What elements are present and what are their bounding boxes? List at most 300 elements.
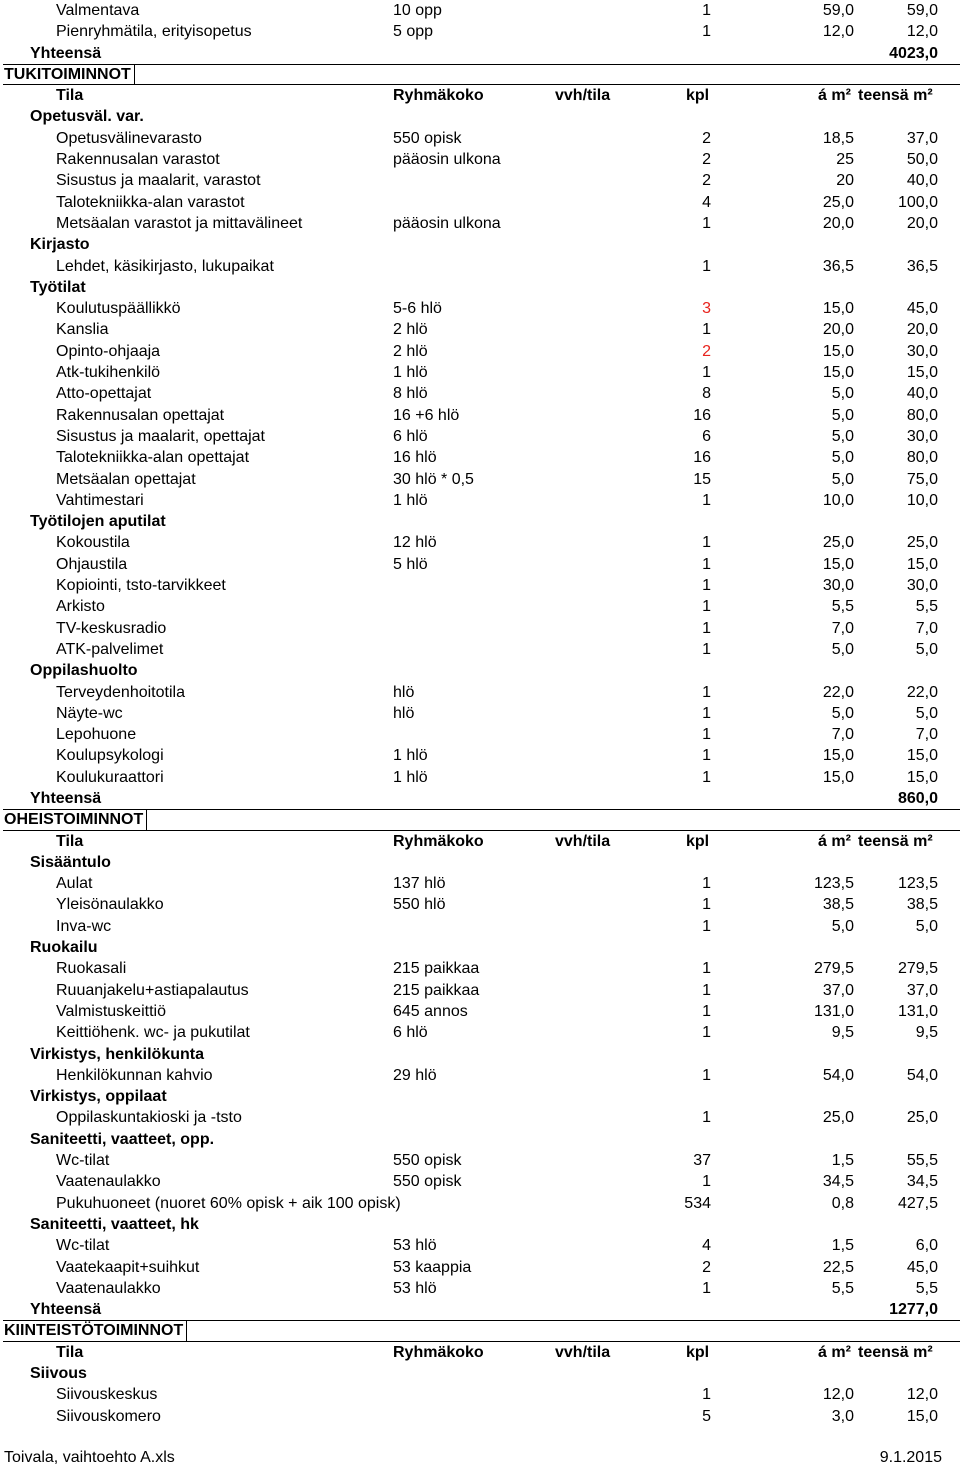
count-cell: 16: [693, 406, 711, 424]
unit-area-cell: 279,5: [813, 960, 854, 978]
total-area-cell: 15,0: [906, 1407, 938, 1425]
room-name-cell: Metsäalan varastot ja mittavälineet: [56, 214, 303, 232]
column-header-row: [0, 85, 960, 106]
count-cell: 1: [702, 2, 711, 19]
count-cell: 1: [702, 1024, 711, 1042]
table-row: [0, 426, 960, 447]
room-name-cell: Virkistys, oppilaat: [30, 1088, 167, 1106]
count-cell: 1: [702, 917, 711, 935]
group-size-cell: 550 hlö: [393, 896, 446, 914]
room-name-cell: Saniteetti, vaatteet, hk: [30, 1215, 199, 1233]
total-area-cell: 20,0: [906, 321, 938, 339]
table-row: [0, 532, 960, 553]
room-name-cell: Näyte-wc: [56, 704, 123, 722]
room-name-cell: Ruokailu: [30, 939, 98, 957]
footer-date: 9.1.2015: [879, 1449, 942, 1466]
count-cell: 15: [693, 470, 711, 488]
group-header-row: [0, 1044, 960, 1065]
table-row: [0, 362, 960, 383]
group-size-cell: 2 hlö: [393, 342, 428, 360]
count-cell: 1: [702, 747, 711, 765]
table-row: [0, 1001, 960, 1022]
total-area-cell: 45,0: [906, 300, 938, 318]
room-name-cell: Siivous: [30, 1365, 87, 1382]
room-name-cell: Pienryhmätila, erityisopetus: [56, 23, 252, 41]
total-area-cell: 25,0: [906, 534, 938, 552]
total-area-cell: 54,0: [906, 1066, 938, 1084]
room-name-cell: Keittiöhenk. wc- ja pukutilat: [56, 1024, 250, 1042]
total-area-cell: 12,0: [906, 23, 938, 41]
table-row: [0, 596, 960, 617]
unit-area-cell: 20,0: [822, 214, 854, 232]
room-name-cell: Virkistys, henkilökunta: [30, 1045, 204, 1063]
count-cell: 1: [702, 896, 711, 914]
table-row: [0, 319, 960, 340]
footer-filename: Toivala, vaihtoehto A.xls: [4, 1449, 175, 1466]
count-cell: 1: [702, 491, 711, 509]
table-row: [0, 21, 960, 42]
room-name-cell: Atk-tukihenkilö: [56, 364, 161, 382]
total-area-cell: teensä m²: [858, 1343, 933, 1361]
group-size-cell: hlö: [393, 704, 415, 722]
count-cell: 2: [702, 1258, 711, 1276]
unit-area-cell: 1,5: [831, 1152, 854, 1170]
room-name-cell: Siivouskeskus: [56, 1386, 158, 1404]
table-row: [0, 1065, 960, 1086]
total-area-cell: 38,5: [906, 896, 938, 914]
count-cell: 1: [702, 555, 711, 573]
table-row: [0, 724, 960, 745]
total-area-cell: 34,5: [906, 1173, 938, 1191]
room-name-cell: Tila: [56, 1343, 84, 1361]
room-name-cell: Yhteensä: [30, 44, 102, 62]
group-size-cell: 6 hlö: [393, 427, 428, 445]
unit-area-cell: 10,0: [822, 491, 854, 509]
table-row: [0, 213, 960, 234]
hours-per-room-cell: vvh/tila: [555, 87, 611, 105]
room-name-cell: Sisustus ja maalarit, opettajat: [56, 427, 265, 445]
total-area-cell: 80,0: [906, 406, 938, 424]
group-size-cell: 53 kaappia: [393, 1258, 472, 1276]
table-row: [0, 980, 960, 1001]
count-cell: 2: [702, 342, 711, 360]
unit-area-cell: 12,0: [822, 1386, 854, 1404]
group-size-cell: 29 hlö: [393, 1066, 437, 1084]
group-size-cell: 5 hlö: [393, 555, 428, 573]
table-row: [0, 469, 960, 490]
room-name-cell: Yleisönaulakko: [56, 896, 164, 914]
room-name-cell: Atto-opettajat: [56, 385, 152, 403]
unit-area-cell: 5,0: [831, 406, 854, 424]
count-cell: 1: [702, 257, 711, 275]
group-size-cell: 550 opisk: [393, 129, 462, 147]
count-cell: 1: [702, 960, 711, 978]
unit-area-cell: á m²: [818, 832, 851, 850]
hours-per-room-cell: vvh/tila: [555, 832, 611, 850]
group-header-row: [0, 1129, 960, 1150]
group-header-row: [0, 277, 960, 298]
table-row: [0, 1235, 960, 1256]
total-area-cell: teensä m²: [858, 832, 933, 850]
unit-area-cell: 25,0: [822, 1109, 854, 1127]
table-row: [0, 703, 960, 724]
unit-area-cell: 5,5: [831, 598, 854, 616]
unit-area-cell: 15,0: [822, 364, 854, 382]
room-name-cell: Wc-tilat: [56, 1237, 110, 1255]
total-area-cell: 25,0: [906, 1109, 938, 1127]
room-name-cell: Opetusväl. var.: [30, 108, 144, 126]
total-area-cell: 100,0: [897, 193, 938, 211]
unit-area-cell: 5,0: [831, 449, 854, 467]
group-header-row: [0, 660, 960, 681]
table-row: [0, 149, 960, 170]
total-area-cell: 860,0: [897, 789, 938, 807]
count-cell: 4: [702, 1237, 711, 1255]
total-area-cell: 37,0: [906, 981, 938, 999]
unit-area-cell: 15,0: [822, 768, 854, 786]
total-area-cell: 1277,0: [889, 1301, 938, 1319]
group-size-cell: 550 opisk: [393, 1173, 462, 1191]
count-cell: 8: [702, 385, 711, 403]
unit-area-cell: 131,0: [813, 1002, 854, 1020]
unit-area-cell: 36,5: [822, 257, 854, 275]
group-header-row: [0, 1214, 960, 1235]
room-name-cell: Työtilojen aputilat: [30, 513, 166, 531]
table-row: [0, 256, 960, 277]
total-area-cell: 55,5: [906, 1152, 938, 1170]
room-name-cell: KIINTEISTÖTOIMINNOT: [4, 1320, 187, 1341]
total-area-cell: 36,5: [906, 257, 938, 275]
table-row: [0, 1384, 960, 1405]
table-row: [0, 128, 960, 149]
table-row: [0, 682, 960, 703]
count-cell: 1: [702, 704, 711, 722]
room-name-cell: Talotekniikka-alan opettajat: [56, 449, 250, 467]
table-row: [0, 0, 960, 21]
total-area-cell: 22,0: [906, 683, 938, 701]
count-cell: 1: [702, 726, 711, 744]
room-name-cell: Wc-tilat: [56, 1152, 110, 1170]
total-area-cell: 5,0: [915, 917, 938, 935]
group-size-cell: 1 hlö: [393, 747, 428, 765]
room-name-cell: Arkisto: [56, 598, 105, 616]
total-area-cell: teensä m²: [858, 87, 933, 105]
total-area-cell: 5,5: [915, 598, 938, 616]
count-cell: 534: [684, 1194, 711, 1212]
room-name-cell: Siivouskomero: [56, 1407, 161, 1425]
table-row: [0, 1278, 960, 1299]
room-name-cell: Koulukuraattori: [56, 768, 164, 786]
group-header-row: [0, 234, 960, 255]
total-area-cell: 37,0: [906, 129, 938, 147]
total-area-cell: 50,0: [906, 151, 938, 169]
room-name-cell: Koulutuspäällikkö: [56, 300, 181, 318]
total-area-cell: 5,5: [915, 1279, 938, 1297]
group-header-row: [0, 106, 960, 127]
count-cell: 16: [693, 449, 711, 467]
count-cell: 1: [702, 321, 711, 339]
group-size-cell: 16 +6 hlö: [393, 406, 460, 424]
total-area-cell: 10,0: [906, 491, 938, 509]
total-area-cell: 427,5: [897, 1194, 938, 1212]
unit-area-cell: á m²: [818, 1343, 851, 1361]
group-size-cell: hlö: [393, 683, 415, 701]
count-cell: 1: [702, 1002, 711, 1020]
table-row: [0, 1022, 960, 1043]
group-size-cell: Ryhmäkoko: [393, 1343, 484, 1361]
group-header-row: [0, 937, 960, 958]
group-header-row: [0, 1086, 960, 1107]
unit-area-cell: 0,8: [831, 1194, 854, 1212]
count-cell: kpl: [686, 832, 710, 850]
group-size-cell: 1 hlö: [393, 491, 428, 509]
total-area-cell: 12,0: [906, 1386, 938, 1404]
room-name-cell: Työtilat: [30, 278, 86, 296]
total-area-cell: 20,0: [906, 214, 938, 232]
unit-area-cell: 54,0: [822, 1066, 854, 1084]
unit-area-cell: 5,0: [831, 470, 854, 488]
room-name-cell: Terveydenhoitotila: [56, 683, 185, 701]
unit-area-cell: 25,0: [822, 534, 854, 552]
room-name-cell: Rakennusalan varastot: [56, 151, 220, 169]
room-name-cell: Ruuanjakelu+astiapalautus: [56, 981, 249, 999]
count-cell: 6: [702, 427, 711, 445]
total-row: [0, 1299, 960, 1320]
table-row: [0, 894, 960, 915]
group-size-cell: 2 hlö: [393, 321, 428, 339]
table-row: [0, 618, 960, 639]
unit-area-cell: 38,5: [822, 896, 854, 914]
group-size-cell: 53 hlö: [393, 1279, 437, 1297]
room-name-cell: Kirjasto: [30, 236, 90, 254]
room-name-cell: ATK-palvelimet: [56, 640, 164, 658]
room-name-cell: Oppilashuolto: [30, 662, 138, 680]
unit-area-cell: 5,0: [831, 704, 854, 722]
section-header-row: [0, 64, 960, 85]
unit-area-cell: 20,0: [822, 321, 854, 339]
table-row: [0, 1150, 960, 1171]
total-area-cell: 15,0: [906, 555, 938, 573]
room-name-cell: Kokoustila: [56, 534, 130, 552]
table-row: [0, 405, 960, 426]
unit-area-cell: 7,0: [831, 726, 854, 744]
total-row: [0, 43, 960, 64]
room-name-cell: Kanslia: [56, 321, 109, 339]
room-name-cell: Koulupsykologi: [56, 747, 164, 765]
table-row: [0, 958, 960, 979]
group-size-cell: 5 opp: [393, 23, 434, 41]
room-name-cell: Yhteensä: [30, 789, 102, 807]
table-row: [0, 192, 960, 213]
table-row: [0, 383, 960, 404]
total-area-cell: 30,0: [906, 427, 938, 445]
group-size-cell: 215 paikkaa: [393, 981, 480, 999]
unit-area-cell: 7,0: [831, 619, 854, 637]
group-size-cell: Ryhmäkoko: [393, 87, 484, 105]
count-cell: 1: [702, 683, 711, 701]
count-cell: 2: [702, 172, 711, 190]
total-area-cell: 4023,0: [889, 44, 938, 62]
room-name-cell: Kopiointi, tsto-tarvikkeet: [56, 577, 226, 595]
room-name-cell: Vaatekaapit+suihkut: [56, 1258, 200, 1276]
room-name-cell: Opinto-ohjaaja: [56, 342, 161, 360]
unit-area-cell: 3,0: [831, 1407, 854, 1425]
total-area-cell: 6,0: [915, 1237, 938, 1255]
count-cell: 37: [693, 1152, 711, 1170]
room-name-cell: TV-keskusradio: [56, 619, 167, 637]
group-size-cell: 1 hlö: [393, 768, 428, 786]
table-row: [0, 767, 960, 788]
room-name-cell: Henkilökunnan kahvio: [56, 1066, 213, 1084]
unit-area-cell: 5,5: [831, 1279, 854, 1297]
table-row: [0, 1171, 960, 1192]
total-row: [0, 788, 960, 809]
count-cell: 1: [702, 1109, 711, 1127]
group-size-cell: Ryhmäkoko: [393, 832, 484, 850]
count-cell: 1: [702, 619, 711, 637]
room-name-cell: Vaatenaulakko: [56, 1279, 161, 1297]
room-name-cell: Inva-wc: [56, 917, 112, 935]
count-cell: 1: [702, 534, 711, 552]
room-name-cell: Talotekniikka-alan varastot: [56, 193, 245, 211]
room-name-cell: Valmentava: [56, 2, 140, 19]
count-cell: kpl: [686, 1343, 710, 1361]
unit-area-cell: 5,0: [831, 640, 854, 658]
group-size-cell: 1 hlö: [393, 364, 428, 382]
page-footer: [0, 1448, 960, 1468]
total-area-cell: 75,0: [906, 470, 938, 488]
total-area-cell: 40,0: [906, 172, 938, 190]
unit-area-cell: 30,0: [822, 577, 854, 595]
count-cell: 1: [702, 577, 711, 595]
group-header-row: [0, 1363, 960, 1384]
count-cell: 1: [702, 23, 711, 41]
count-cell: 4: [702, 193, 711, 211]
unit-area-cell: 34,5: [822, 1173, 854, 1191]
total-area-cell: 40,0: [906, 385, 938, 403]
table-row: [0, 554, 960, 575]
room-name-cell: Aulat: [56, 875, 93, 893]
group-size-cell: 215 paikkaa: [393, 960, 480, 978]
unit-area-cell: 15,0: [822, 747, 854, 765]
unit-area-cell: 22,0: [822, 683, 854, 701]
count-cell: 1: [702, 640, 711, 658]
count-cell: 1: [702, 1386, 711, 1404]
room-name-cell: Tila: [56, 87, 84, 105]
total-area-cell: 30,0: [906, 577, 938, 595]
group-size-cell: 137 hlö: [393, 875, 446, 893]
group-size-cell: 30 hlö * 0,5: [393, 470, 474, 488]
unit-area-cell: 15,0: [822, 555, 854, 573]
table-row: [0, 1193, 960, 1214]
table-row: [0, 873, 960, 894]
group-size-cell: 53 hlö: [393, 1237, 437, 1255]
room-name-cell: Ohjaustila: [56, 555, 128, 573]
count-cell: 1: [702, 1173, 711, 1191]
group-size-cell: pääosin ulkona: [393, 214, 501, 232]
room-name-cell: Oppilaskuntakioski ja -tsto: [56, 1109, 242, 1127]
group-size-cell: 8 hlö: [393, 385, 428, 403]
group-header-row: [0, 511, 960, 532]
unit-area-cell: 25: [836, 151, 854, 169]
total-area-cell: 5,0: [915, 640, 938, 658]
room-name-cell: Pukuhuoneet (nuoret 60% opisk + aik 100 opisk): [56, 1194, 401, 1212]
group-size-cell: 6 hlö: [393, 1024, 428, 1042]
table-row: [0, 447, 960, 468]
count-cell: 1: [702, 768, 711, 786]
count-cell: 1: [702, 1279, 711, 1297]
unit-area-cell: 1,5: [831, 1237, 854, 1255]
unit-area-cell: 5,0: [831, 917, 854, 935]
table-row: [0, 1257, 960, 1278]
room-name-cell: Metsäalan opettajat: [56, 470, 196, 488]
count-cell: 2: [702, 151, 711, 169]
total-area-cell: 45,0: [906, 1258, 938, 1276]
unit-area-cell: 37,0: [822, 981, 854, 999]
count-cell: 1: [702, 875, 711, 893]
room-name-cell: Valmistuskeittiö: [56, 1002, 166, 1020]
group-size-cell: pääosin ulkona: [393, 151, 501, 169]
table-row: [0, 490, 960, 511]
total-area-cell: 5,0: [915, 704, 938, 722]
section-header-row: [0, 809, 960, 830]
table-row: [0, 639, 960, 660]
room-name-cell: OHEISTOIMINNOT: [4, 809, 147, 830]
count-cell: 1: [702, 214, 711, 232]
table-row: [0, 341, 960, 362]
total-area-cell: 80,0: [906, 449, 938, 467]
group-size-cell: 5-6 hlö: [393, 300, 442, 318]
group-size-cell: 645 annos: [393, 1002, 468, 1020]
unit-area-cell: 12,0: [822, 23, 854, 41]
unit-area-cell: 20: [836, 172, 854, 190]
table-row: [0, 1107, 960, 1128]
section-header-row: [0, 1320, 960, 1341]
unit-area-cell: 9,5: [831, 1024, 854, 1042]
unit-area-cell: 25,0: [822, 193, 854, 211]
unit-area-cell: 5,0: [831, 385, 854, 403]
unit-area-cell: 59,0: [822, 2, 854, 19]
total-area-cell: 7,0: [915, 619, 938, 637]
hours-per-room-cell: vvh/tila: [555, 1343, 611, 1361]
table-row: [0, 170, 960, 191]
unit-area-cell: 15,0: [822, 342, 854, 360]
room-name-cell: Vahtimestari: [56, 491, 144, 509]
table-row: [0, 575, 960, 596]
count-cell: 1: [702, 1066, 711, 1084]
table-row: [0, 298, 960, 319]
count-cell: 1: [702, 981, 711, 999]
total-area-cell: 123,5: [897, 875, 938, 893]
total-area-cell: 59,0: [906, 2, 938, 19]
total-area-cell: 30,0: [906, 342, 938, 360]
table-row: [0, 745, 960, 766]
room-name-cell: Yhteensä: [30, 1301, 102, 1319]
group-header-row: [0, 852, 960, 873]
group-size-cell: 16 hlö: [393, 449, 437, 467]
unit-area-cell: á m²: [818, 87, 851, 105]
total-area-cell: 15,0: [906, 364, 938, 382]
unit-area-cell: 22,5: [822, 1258, 854, 1276]
room-name-cell: Vaatenaulakko: [56, 1173, 161, 1191]
unit-area-cell: 123,5: [813, 875, 854, 893]
total-area-cell: 7,0: [915, 726, 938, 744]
room-name-cell: Tila: [56, 832, 84, 850]
unit-area-cell: 18,5: [822, 129, 854, 147]
count-cell: 2: [702, 129, 711, 147]
table-row: [0, 1406, 960, 1427]
total-area-cell: 9,5: [915, 1024, 938, 1042]
